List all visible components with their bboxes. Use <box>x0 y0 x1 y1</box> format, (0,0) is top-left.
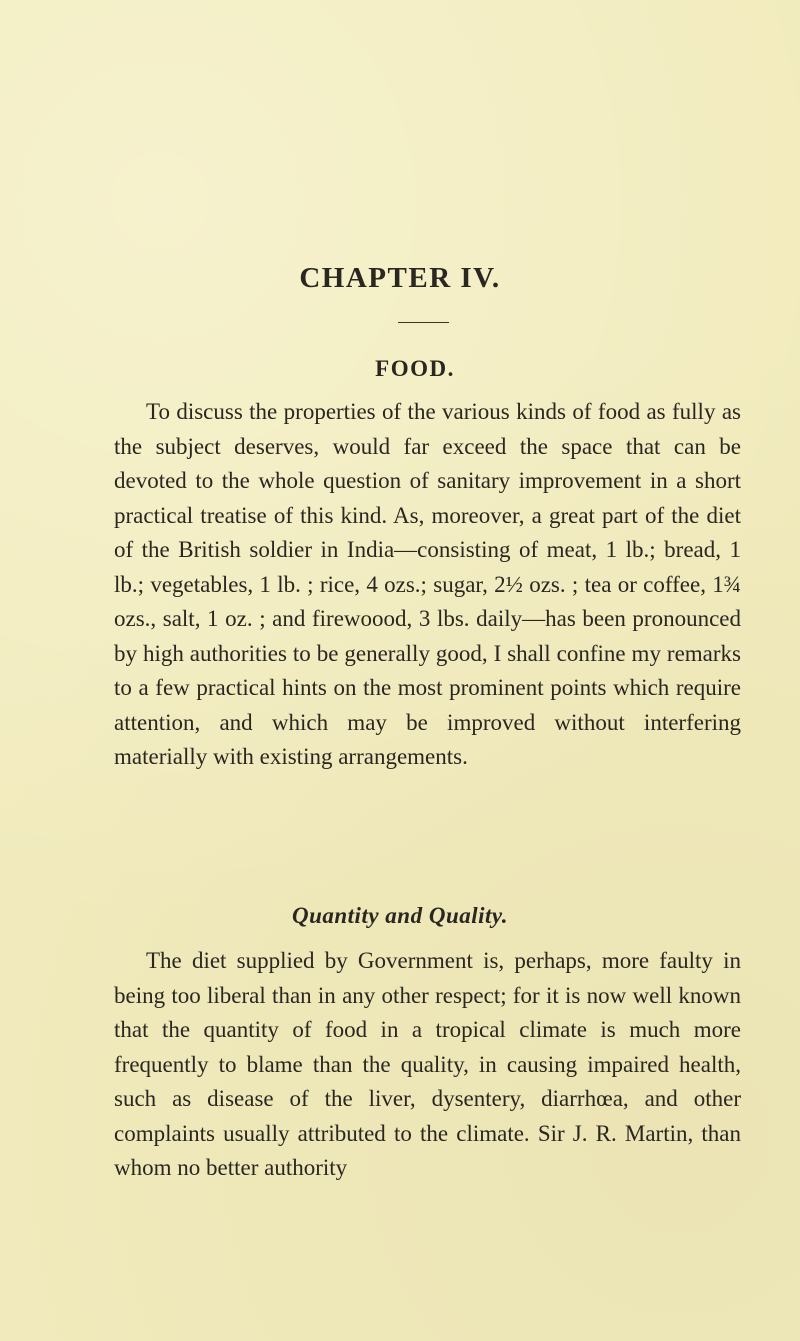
paragraph-2-text: The diet supplied by Government is, perhaps, more faulty in being too liberal than in any other respect; for it is now well known that the quantity of food in a tropical climate is much more frequently to blame than the quality, in causing impaired health, such as disease of the liver, dysentery, diarrhœa, and other complaints usually attributed to the climate. Sir J. R. Martin, than whom no better authority <box>114 948 741 1180</box>
section-title: FOOD. <box>375 356 455 381</box>
subheading: Quantity and Quality. <box>291 903 509 928</box>
heading-divider <box>398 322 449 323</box>
body-paragraph-2 <box>114 944 741 1186</box>
body-paragraph-1 <box>114 395 741 775</box>
paragraph-1-text: To discuss the properties of the various kinds of food as fully as the subject deserves, would far exceed the space that can be devoted to the whole question of sanitary improvement in a short practical treatise of this kind. As, moreover, a great part of the diet of the British soldier in India—consisting of meat, 1 lb.; bread, 1 lb.; vegetables, 1 lb. ; rice, 4 ozs.; sugar, 2½ ozs. ; tea or coffee, 1¾ ozs., salt, 1 oz. ; and firewoood, 3 lbs. daily—has been pronounced by high authorities to be generally good, I shall confine my remarks to a few practical hints on the most prominent points which require attention, and which may be improved without interfering materially with existing arrangements. <box>114 399 741 769</box>
chapter-heading: CHAPTER IV. <box>299 262 501 294</box>
